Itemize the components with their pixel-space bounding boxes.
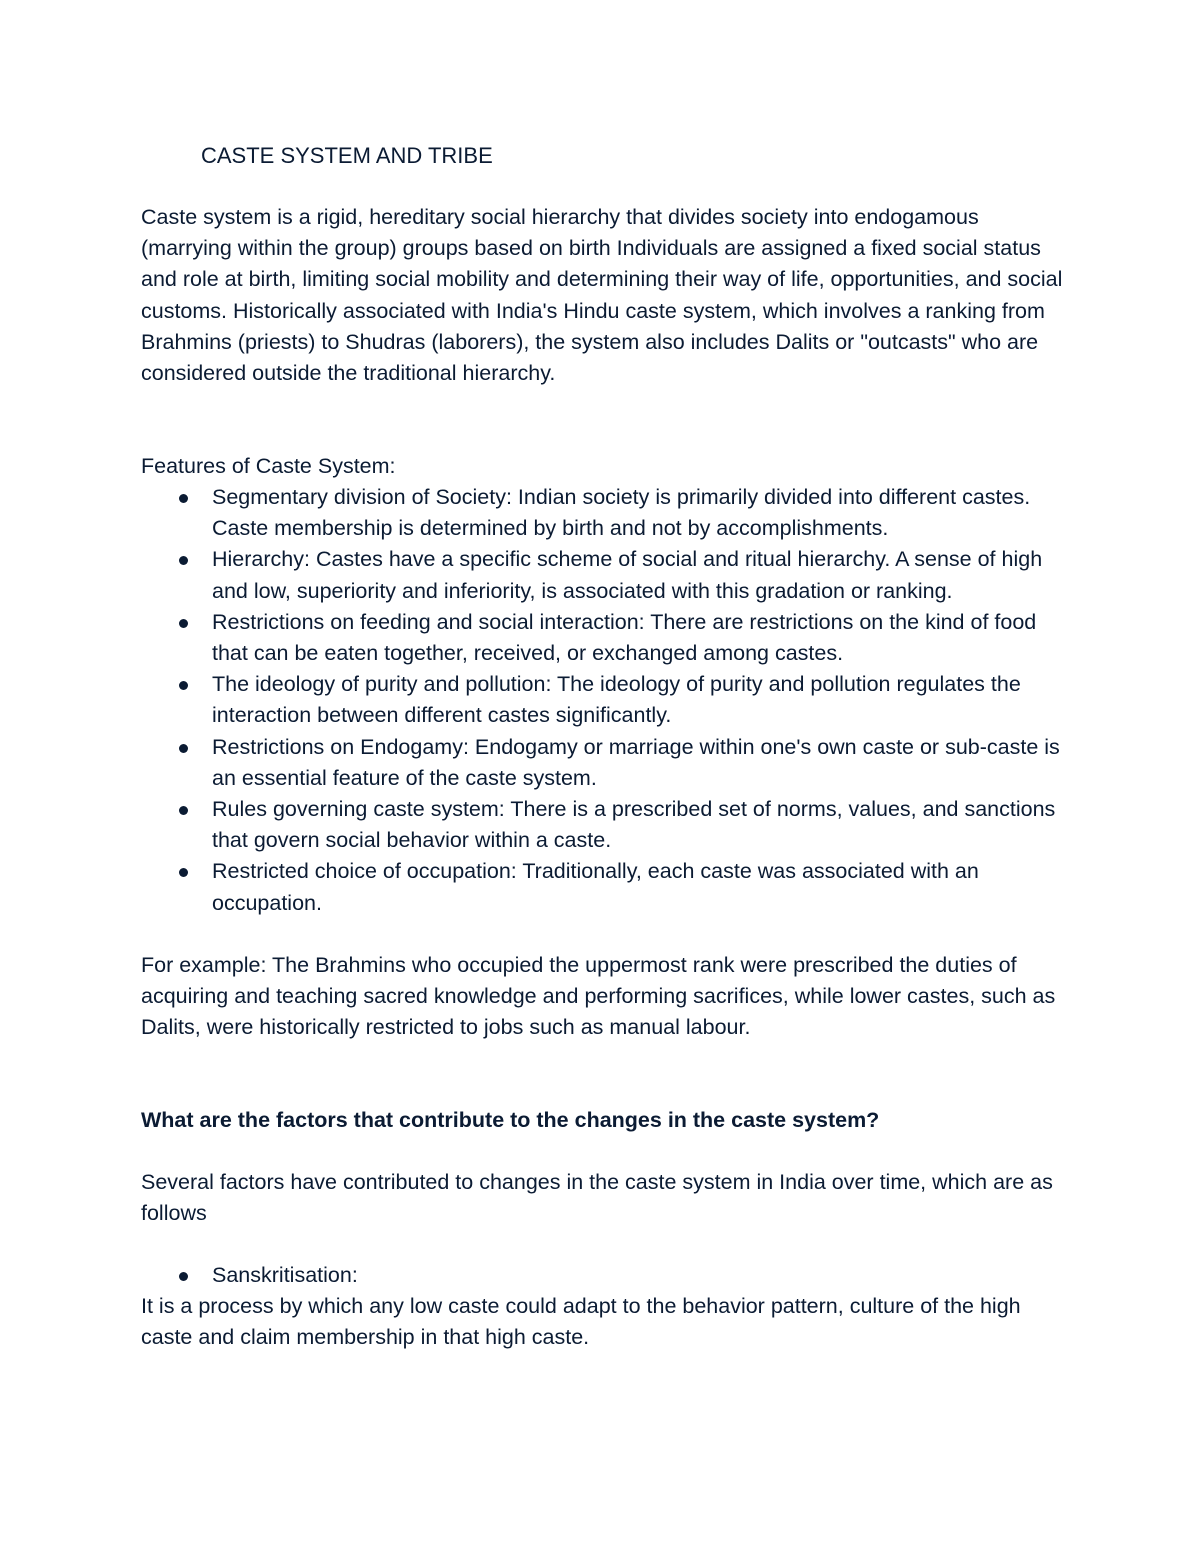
list-item-text: The ideology of purity and pollution: The ideology of purity and pollution regulates the interaction between different castes significantly. xyxy=(212,672,1021,728)
list-item xyxy=(141,482,1071,544)
list-item xyxy=(141,607,1071,669)
list-item xyxy=(141,669,1071,731)
list-item-text: Rules governing caste system: There is a prescribed set of norms, values, and sanctions that govern social behavior within a caste. xyxy=(212,797,1056,853)
list-item-text: Hierarchy: Castes have a specific scheme of social and ritual hierarchy. A sense of high and low, superiority and inferiority, is associated with this gradation or ranking. xyxy=(212,547,1043,603)
list-item xyxy=(141,856,1071,918)
factors-intro-paragraph: Several factors have contributed to changes in the caste system in India over time, which are as follows xyxy=(141,1170,1053,1226)
bullet-icon xyxy=(179,681,188,690)
list-item xyxy=(141,732,1071,794)
features-heading: Features of Caste System: xyxy=(141,454,396,478)
list-item-text: Restrictions on Endogamy: Endogamy or marriage within one's own caste or sub-caste is an essential feature of the caste system. xyxy=(212,734,1060,790)
features-list xyxy=(141,482,1071,919)
list-item-text: Restrictions on feeding and social interaction: There are restrictions on the kind of food that can be eaten together, received, or exchanged among castes. xyxy=(212,609,1037,666)
factors-list xyxy=(141,1260,1071,1291)
list-item-text: Segmentary division of Society: Indian society is primarily divided into different castes. Caste membership is determined by birth and not by accomplishments. xyxy=(212,485,1031,541)
list-item-text: Restricted choice of occupation: Traditionally, each caste was associated with an occupation. xyxy=(212,859,979,915)
bullet-icon xyxy=(179,806,188,815)
bullet-icon xyxy=(179,868,188,877)
list-item xyxy=(141,794,1071,856)
list-item xyxy=(141,544,1071,606)
sanskritisation-paragraph: It is a process by which any low caste could adapt to the behavior pattern, culture of the high caste and claim membership in that high caste. xyxy=(141,1294,1021,1350)
bullet-icon xyxy=(179,619,188,628)
bullet-icon xyxy=(179,744,188,753)
section-question-heading: What are the factors that contribute to the changes in the caste system? xyxy=(141,1108,880,1132)
bullet-icon xyxy=(179,1272,188,1281)
intro-paragraph: Caste system is a rigid, hereditary social hierarchy that divides society into endogamous (marrying within the group) groups based on birth Individuals are assigned a fixed social status and role at birth, limiting social mobility and determining their way of life, opportunities, and social customs. Historically associated with India's Hindu caste system, which involves a ranking from Brahmins (priests) to Shudras (laborers), the system also includes Dalits or "outcasts" who are considered outside the traditional hierarchy. xyxy=(141,205,1063,386)
bullet-icon xyxy=(179,494,188,503)
document-title: CASTE SYSTEM AND TRIBE xyxy=(201,143,493,168)
example-paragraph: For example: The Brahmins who occupied the uppermost rank were prescribed the duties of acquiring and teaching sacred knowledge and performing sacrifices, while lower castes, such as Dalits, were historically restricted to jobs such as manual labour. xyxy=(141,953,1056,1040)
list-item-text: Sanskritisation: xyxy=(212,1263,358,1287)
bullet-icon xyxy=(179,556,188,565)
list-item xyxy=(141,1260,1071,1291)
